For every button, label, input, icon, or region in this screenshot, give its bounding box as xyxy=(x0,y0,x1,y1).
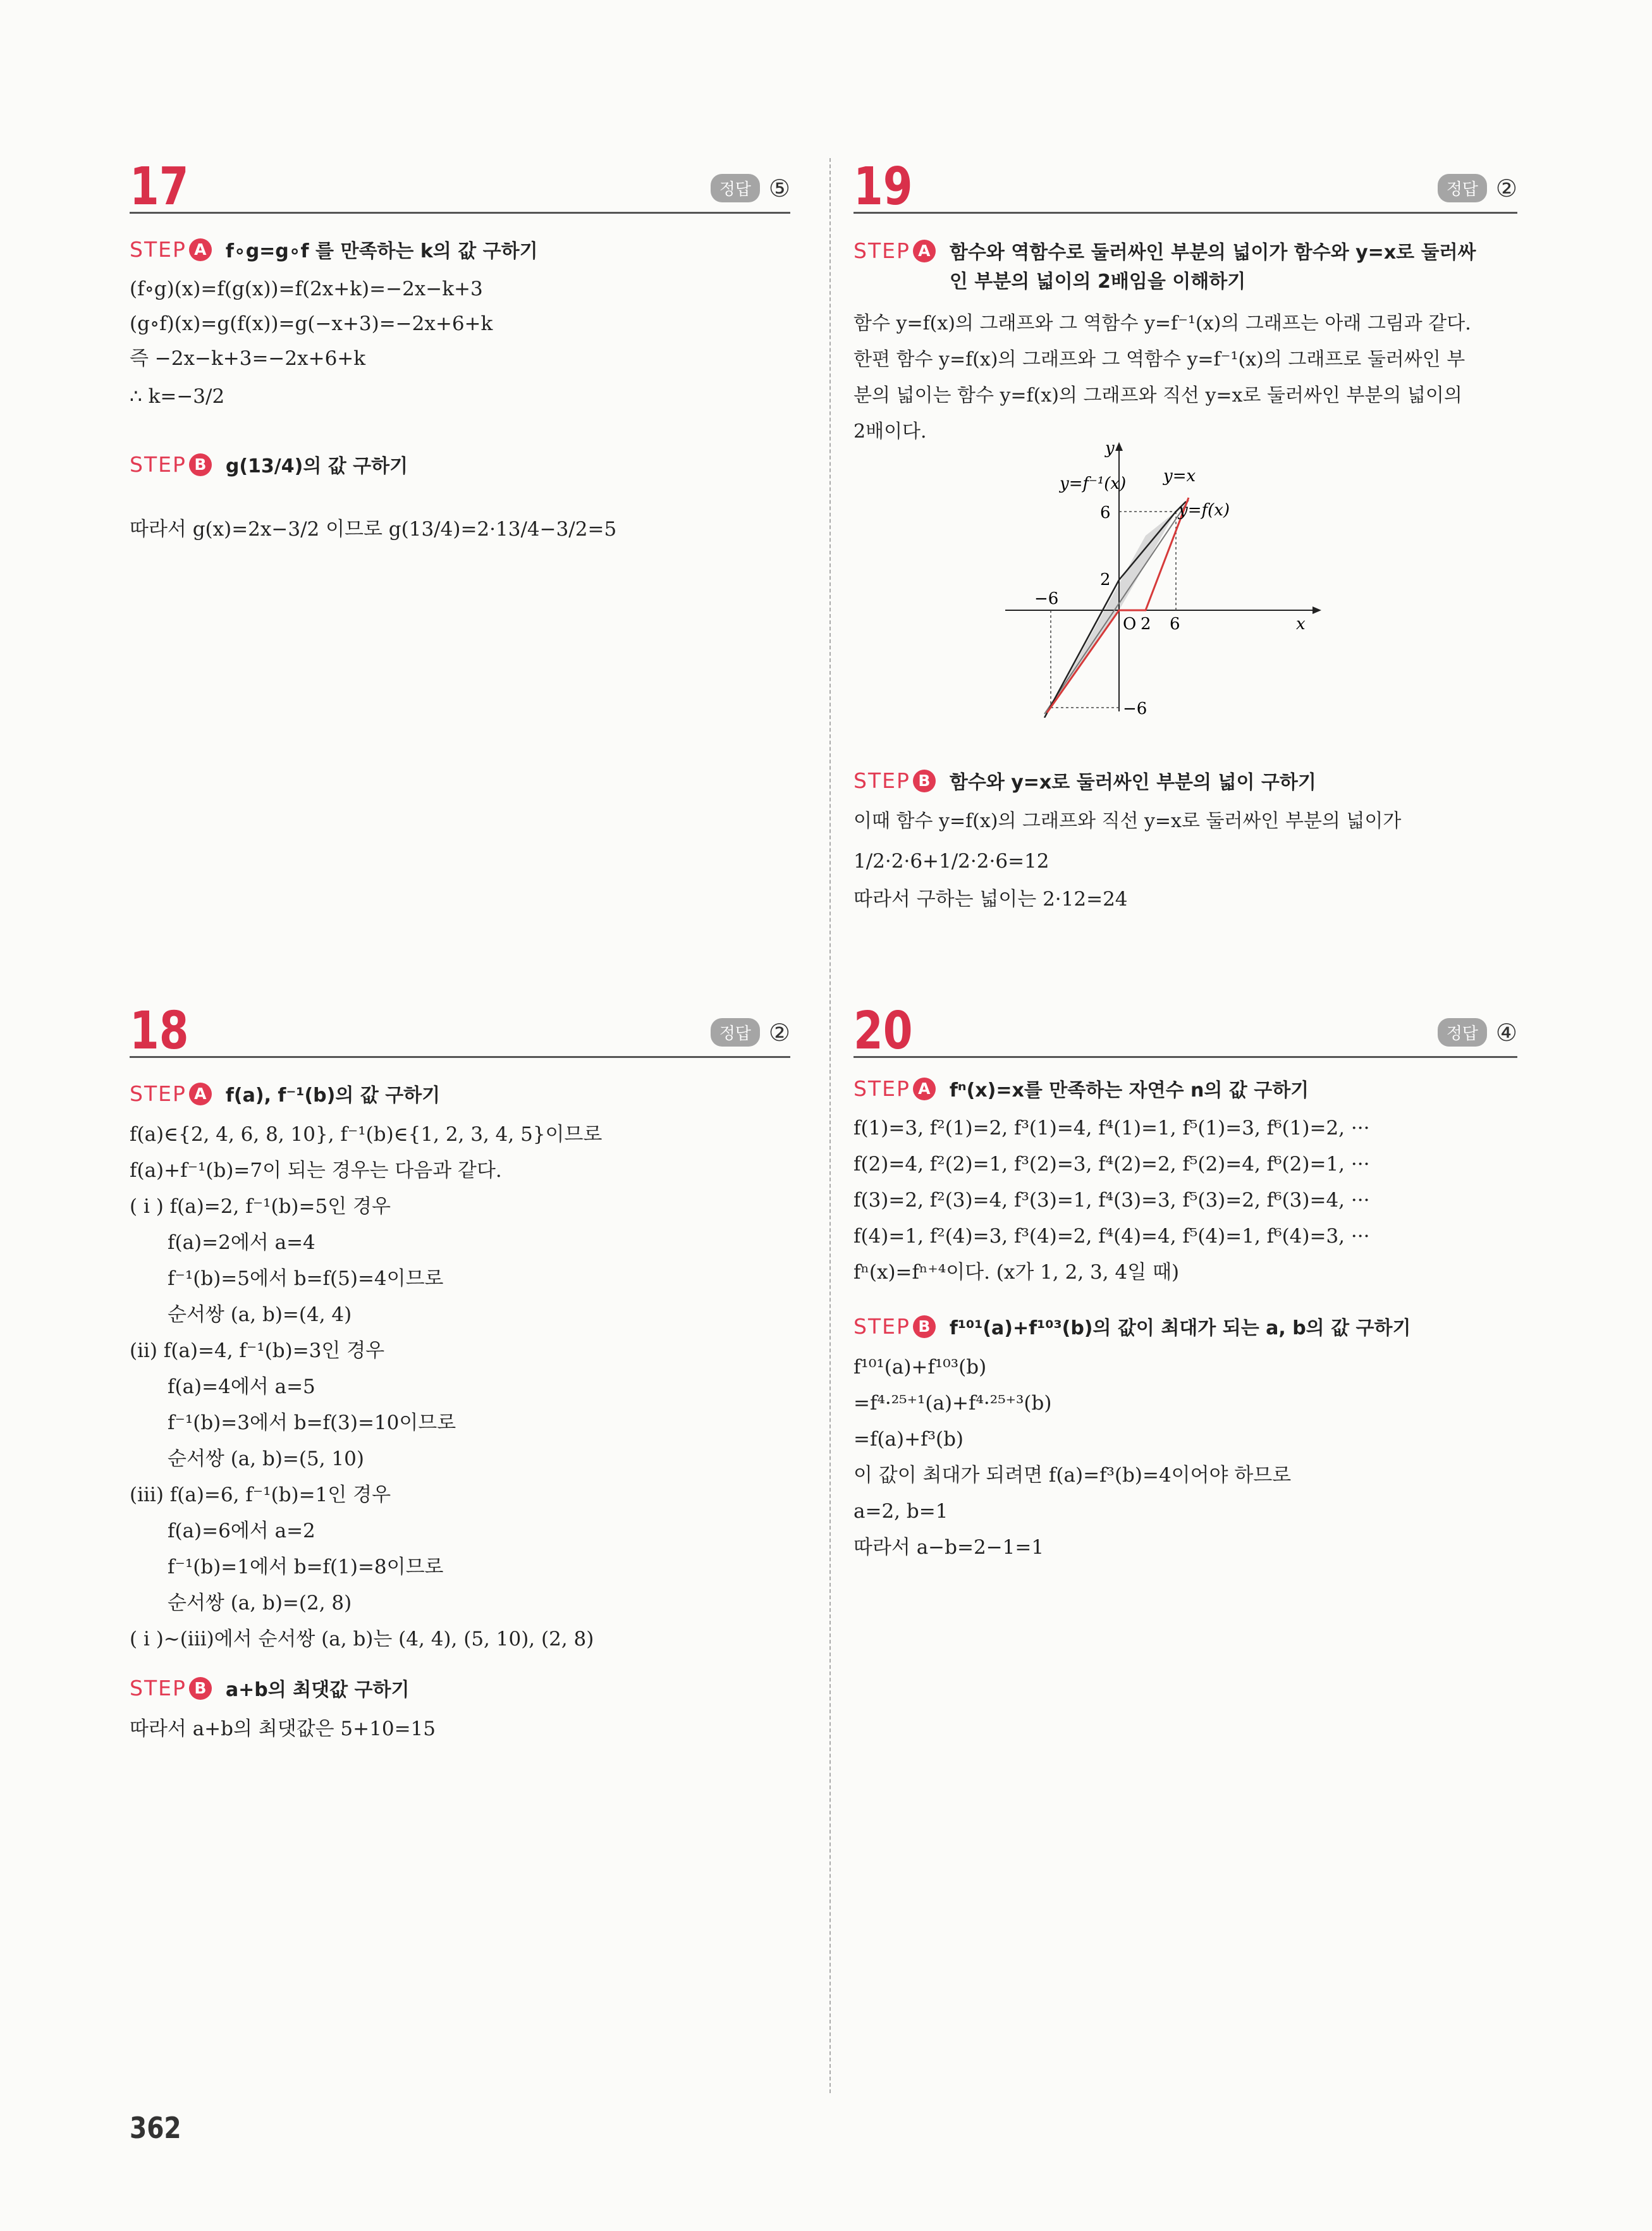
step-letter: A xyxy=(189,1083,212,1105)
step-letter: B xyxy=(189,1677,212,1700)
solution-line: 한편 함수 y=f(x)의 그래프와 그 역함수 y=f⁻¹(x)의 그래프로 둘러싸인 부 xyxy=(854,348,1465,371)
tick-y6: 6 xyxy=(1100,503,1111,522)
solution-line: 따라서 a+b의 최댓값은 5+10=15 xyxy=(130,1718,436,1740)
solution-line: (g∘f)(x)=g(f(x))=g(−x+3)=−2x+6+k xyxy=(130,312,493,335)
solution-line: f¹⁰¹(a)+f¹⁰³(b) xyxy=(854,1356,987,1379)
function-graph xyxy=(999,439,1328,718)
solution-line: =f⁴·²⁵⁺¹(a)+f⁴·²⁵⁺³(b) xyxy=(854,1392,1052,1415)
tick-x2: 2 xyxy=(1141,615,1151,634)
solution-line: f(a)=6에서 a=2 xyxy=(168,1520,315,1542)
solution-line: f⁻¹(b)=5에서 b=f(5)=4이므로 xyxy=(168,1267,444,1290)
solution-line: a=2, b=1 xyxy=(854,1500,948,1523)
solution-line: (iii) f(a)=6, f⁻¹(b)=1인 경우 xyxy=(130,1484,391,1506)
step-b xyxy=(854,768,1316,797)
answer-value: ⑤ xyxy=(768,174,790,202)
solution-line: 순서쌍 (a, b)=(5, 10) xyxy=(168,1447,364,1470)
step-b xyxy=(130,452,408,481)
solution-line: fⁿ(x)=fⁿ⁺⁴이다. (x가 1, 2, 3, 4일 때) xyxy=(854,1261,1180,1284)
solution-line: 따라서 a−b=2−1=1 xyxy=(854,1536,1044,1559)
solution-line: f(a)∈{2, 4, 6, 8, 10}, f⁻¹(b)∈{1, 2, 3, 4, 5}이므로 xyxy=(130,1123,603,1146)
question-17-header xyxy=(130,157,790,217)
column-divider xyxy=(829,158,831,2093)
solution-line: 이 값이 최대가 되려면 f(a)=f³(b)=4이어야 하므로 xyxy=(854,1464,1292,1487)
step-title: 함수와 y=x로 둘러싸인 부분의 넓이 구하기 xyxy=(949,771,1316,794)
step-label: STEP A xyxy=(854,238,936,263)
solution-line: 함수 y=f(x)의 그래프와 그 역함수 y=f⁻¹(x)의 그래프는 아래 그림과 같다. xyxy=(854,312,1471,335)
solution-line: f(1)=3, f²(1)=2, f³(1)=4, f⁴(1)=1, f⁵(1)=3, f⁶(1)=2, ··· xyxy=(854,1117,1370,1140)
step-label: STEP A xyxy=(130,237,212,262)
step-label: STEP B xyxy=(130,452,212,477)
step-letter: B xyxy=(189,453,212,476)
question-19-header xyxy=(854,157,1517,217)
step-title xyxy=(950,238,1476,297)
answer-indicator xyxy=(1438,174,1517,202)
step-title-line2: 인 부분의 넓이의 2배임을 이해하기 xyxy=(949,271,1246,293)
tick-ym6: −6 xyxy=(1123,699,1147,718)
step-b xyxy=(854,1314,1410,1343)
step-label: STEP B xyxy=(130,1676,212,1700)
question-18 xyxy=(130,1001,790,1796)
step-title: g(13/4)의 값 구하기 xyxy=(225,455,408,477)
solution-line: 순서쌍 (a, b)=(4, 4) xyxy=(168,1303,352,1326)
solution-line: 따라서 구하는 넓이는 2·12=24 xyxy=(854,888,1128,911)
label-inverse: y=f⁻¹(x) xyxy=(1060,474,1127,493)
solution-line: f(2)=4, f²(2)=1, f³(2)=3, f⁴(2)=2, f⁵(2)=4, f⁶(2)=1, ··· xyxy=(854,1153,1370,1176)
step-title: a+b의 최댓값 구하기 xyxy=(225,1679,410,1701)
solution-line: f(4)=1, f²(4)=3, f³(4)=2, f⁴(4)=4, f⁵(4)=1, f⁶(4)=3, ··· xyxy=(854,1225,1370,1248)
answer-badge: 정답 xyxy=(1438,1018,1487,1047)
step-letter: B xyxy=(913,1315,936,1338)
question-20 xyxy=(854,1001,1517,1575)
answer-value: ② xyxy=(768,1018,790,1047)
solution-line: ( i )~(iii)에서 순서쌍 (a, b)는 (4, 4), (5, 10), (2, 8) xyxy=(130,1628,594,1650)
step-a xyxy=(854,238,1476,297)
step-letter: B xyxy=(913,770,936,792)
solution-line: 1/2·2·6+1/2·2·6=12 xyxy=(854,850,1049,873)
answer-indicator xyxy=(1438,1018,1517,1047)
question-19 xyxy=(854,157,1517,952)
solution-line: ∴ k=−3/2 xyxy=(130,385,225,408)
label-func: y=f(x) xyxy=(1178,501,1230,520)
question-number: 18 xyxy=(130,1001,189,1061)
tick-xm6: −6 xyxy=(1034,589,1059,608)
step-title: fⁿ(x)=x를 만족하는 자연수 n의 값 구하기 xyxy=(949,1079,1309,1102)
x-axis-label: x xyxy=(1296,615,1306,634)
step-label: STEP A xyxy=(130,1081,212,1106)
question-17 xyxy=(130,157,790,730)
tick-y2: 2 xyxy=(1100,570,1111,589)
line-y-equals-x xyxy=(1044,500,1189,714)
y-axis-arrow xyxy=(1115,442,1123,451)
step-label: STEP B xyxy=(854,768,936,793)
solution-line: (ii) f(a)=4, f⁻¹(b)=3인 경우 xyxy=(130,1339,385,1362)
solution-line: 따라서 g(x)=2x−3/2 이므로 g(13/4)=2·13/4−3/2=5 xyxy=(130,518,617,541)
solution-line: f⁻¹(b)=1에서 b=f(1)=8이므로 xyxy=(168,1556,444,1578)
answer-indicator xyxy=(711,1018,790,1047)
solution-line: 즉 −2x−k+3=−2x+6+k xyxy=(130,347,366,370)
solution-line: (f∘g)(x)=f(g(x))=f(2x+k)=−2x−k+3 xyxy=(130,278,483,300)
solution-line: f⁻¹(b)=3에서 b=f(3)=10이므로 xyxy=(168,1411,456,1434)
answer-badge: 정답 xyxy=(1438,174,1487,202)
solution-line: 이때 함수 y=f(x)의 그래프와 직선 y=x로 둘러싸인 부분의 넓이가 xyxy=(854,810,1402,832)
y-axis-label: y xyxy=(1105,439,1115,458)
step-a xyxy=(130,1081,440,1110)
header-rule xyxy=(130,212,790,214)
step-label: STEP B xyxy=(854,1314,936,1339)
answer-value: ④ xyxy=(1495,1018,1517,1047)
question-number: 17 xyxy=(130,157,189,217)
solution-line: f(a)=2에서 a=4 xyxy=(168,1231,315,1254)
answer-badge: 정답 xyxy=(711,174,760,202)
header-rule xyxy=(130,1056,790,1058)
label-identity: y=x xyxy=(1163,467,1196,486)
page-number: 362 xyxy=(130,2111,181,2145)
question-number: 20 xyxy=(854,1001,913,1061)
solution-line: f(3)=2, f²(3)=4, f³(3)=1, f⁴(3)=3, f⁵(3)=2, f⁶(3)=4, ··· xyxy=(854,1189,1370,1212)
question-20-header xyxy=(854,1001,1517,1061)
step-title: f∘g=g∘f 를 만족하는 k의 값 구하기 xyxy=(225,240,538,262)
question-18-header xyxy=(130,1001,790,1061)
solution-line: =f(a)+f³(b) xyxy=(854,1428,964,1451)
step-title: f¹⁰¹(a)+f¹⁰³(b)의 값이 최대가 되는 a, b의 값 구하기 xyxy=(949,1317,1411,1339)
x-axis-arrow xyxy=(1312,606,1321,614)
step-b xyxy=(130,1676,409,1705)
solution-line: 2배이다. xyxy=(854,421,927,443)
solution-line: 순서쌍 (a, b)=(2, 8) xyxy=(168,1592,352,1614)
header-rule xyxy=(854,212,1517,214)
solution-line: 분의 넓이는 함수 y=f(x)의 그래프와 직선 y=x로 둘러싸인 부분의 넓이의 xyxy=(854,384,1462,407)
step-a xyxy=(130,237,538,266)
answer-value: ② xyxy=(1495,174,1517,202)
answer-badge: 정답 xyxy=(711,1018,760,1047)
header-rule xyxy=(854,1056,1517,1058)
step-letter: A xyxy=(913,240,936,262)
answer-indicator xyxy=(711,174,790,202)
solution-line: f(a)=4에서 a=5 xyxy=(168,1375,315,1398)
solution-line: f(a)+f⁻¹(b)=7이 되는 경우는 다음과 같다. xyxy=(130,1159,502,1182)
tick-x6: 6 xyxy=(1170,615,1180,634)
step-letter: A xyxy=(913,1078,936,1100)
question-number: 19 xyxy=(854,157,913,217)
step-label: STEP A xyxy=(854,1076,936,1101)
step-a xyxy=(854,1076,1309,1105)
step-title-line1: 함수와 역함수로 둘러싸인 부분의 넓이가 함수와 y=x로 둘러싸 xyxy=(949,242,1476,264)
solution-line: ( i ) f(a)=2, f⁻¹(b)=5인 경우 xyxy=(130,1195,391,1218)
step-title: f(a), f⁻¹(b)의 값 구하기 xyxy=(225,1085,441,1107)
origin-label: O xyxy=(1123,615,1137,634)
step-letter: A xyxy=(189,238,212,261)
